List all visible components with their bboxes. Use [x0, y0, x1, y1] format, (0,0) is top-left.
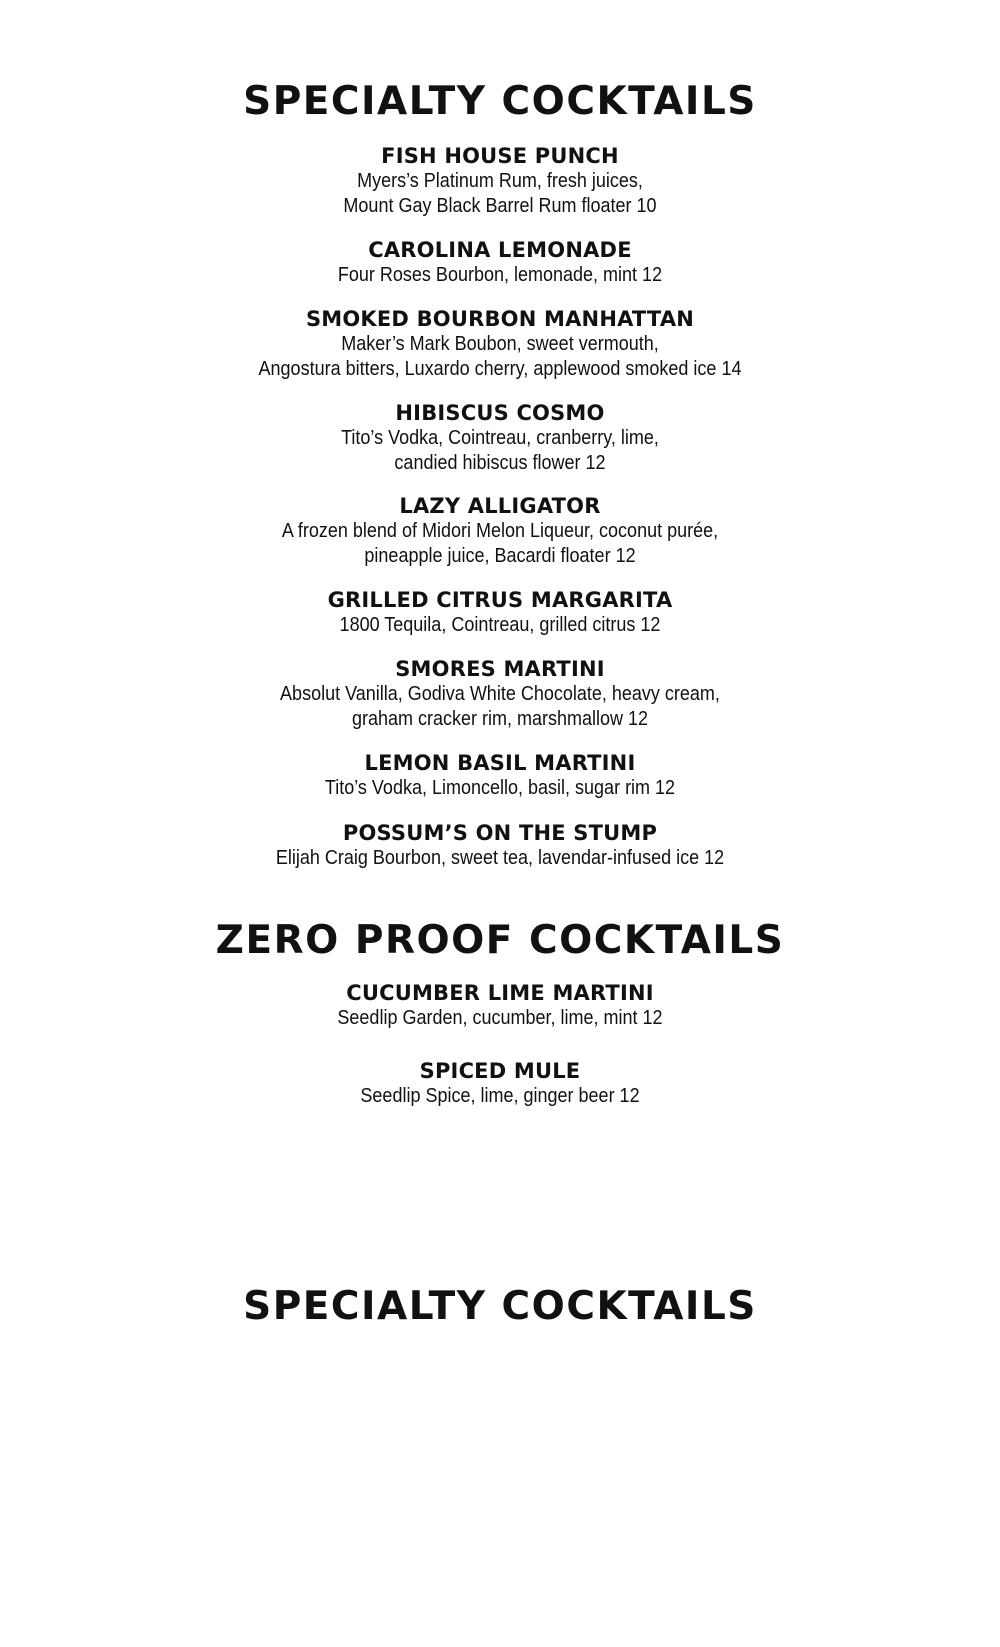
item-description-line: A frozen blend of Midori Melon Liqueur, coconut purée, [281, 520, 719, 542]
section-title-specialty-repeat: SPECIALTY COCKTAILS [243, 1284, 757, 1329]
item-name: CUCUMBER LIME MARTINI [346, 981, 654, 1005]
menu-item [0, 493, 1000, 569]
item-name: LEMON BASIL MARTINI [364, 751, 636, 775]
item-description-line: 1800 Tequila, Cointreau, grilled citrus 12 [339, 614, 661, 636]
item-description [50, 332, 950, 382]
menu-item [0, 1058, 1000, 1109]
item-description-line: Tito’s Vodka, Cointreau, cranberry, lime, [341, 427, 659, 449]
item-description [50, 169, 950, 219]
item-description [50, 682, 950, 732]
section-title-zero-proof: ZERO PROOF COCKTAILS [215, 918, 785, 963]
menu-item [0, 143, 1000, 219]
section-title-specialty: SPECIALTY COCKTAILS [243, 79, 757, 124]
item-description [50, 846, 950, 871]
item-description-line: Myers’s Platinum Rum, fresh juices, [357, 170, 643, 192]
menu-item [0, 237, 1000, 288]
item-name: SMOKED BOURBON MANHATTAN [305, 307, 695, 331]
item-description-line: Maker’s Mark Boubon, sweet vermouth, [341, 333, 659, 355]
item-name: POSSUM’S ON THE STUMP [342, 821, 658, 845]
menu-item [0, 306, 1000, 382]
item-description-line: Elijah Craig Bourbon, sweet tea, lavendar-infused ice 12 [275, 847, 725, 869]
item-description-line: candied hibiscus flower 12 [394, 452, 606, 474]
menu-item [0, 980, 1000, 1031]
item-name: SPICED MULE [419, 1059, 581, 1083]
item-description-line: Four Roses Bourbon, lemonade, mint 12 [337, 264, 663, 286]
menu-item [0, 750, 1000, 801]
item-description [50, 776, 950, 801]
menu-item [0, 656, 1000, 732]
menu-item [0, 820, 1000, 871]
item-description-line: Mount Gay Black Barrel Rum floater 10 [343, 195, 657, 217]
item-description-line: Seedlip Garden, cucumber, lime, mint 12 [337, 1007, 663, 1029]
item-name: HIBISCUS COSMO [395, 401, 605, 425]
item-name: SMORES MARTINI [395, 657, 605, 681]
item-description [50, 426, 950, 476]
item-name: LAZY ALLIGATOR [399, 494, 601, 518]
menu-item [0, 587, 1000, 638]
menu-item [0, 400, 1000, 476]
item-description-line: Seedlip Spice, lime, ginger beer 12 [360, 1085, 640, 1107]
item-name: FISH HOUSE PUNCH [381, 144, 619, 168]
item-name: CAROLINA LEMONADE [368, 238, 632, 262]
item-description-line: Angostura bitters, Luxardo cherry, applewood smoked ice 14 [258, 358, 742, 380]
item-description [50, 263, 950, 288]
item-description-line: Tito’s Vodka, Limoncello, basil, sugar rim 12 [324, 777, 676, 799]
item-description [50, 613, 950, 638]
item-description-line: graham cracker rim, marshmallow 12 [351, 708, 649, 730]
item-description-line: Absolut Vanilla, Godiva White Chocolate, heavy cream, [280, 683, 720, 705]
item-description [50, 519, 950, 569]
item-description [50, 1006, 950, 1031]
item-name: GRILLED CITRUS MARGARITA [327, 588, 673, 612]
item-description-line: pineapple juice, Bacardi floater 12 [364, 545, 636, 567]
item-description [50, 1084, 950, 1109]
